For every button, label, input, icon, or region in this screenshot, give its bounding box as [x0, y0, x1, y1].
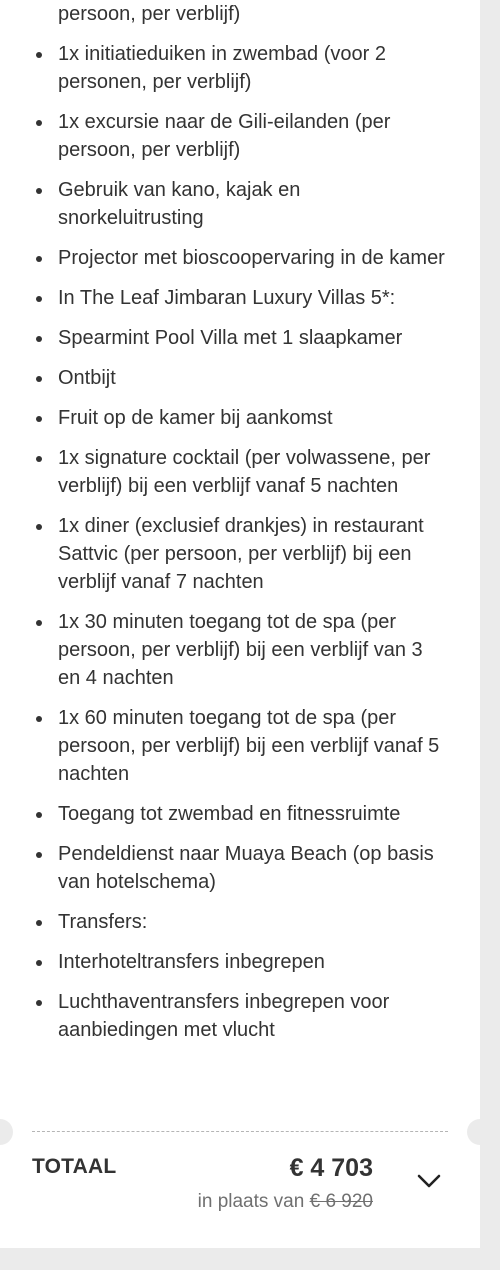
list-item [32, 948, 448, 976]
ticket-notch-right [467, 1119, 493, 1145]
list-item-text: persoon, per verblijf) [58, 3, 241, 25]
bullet-icon [36, 852, 42, 858]
list-item [32, 108, 448, 164]
list-item-text: Luchthaventransfers inbegrepen voor aanbiedingen met vlucht [58, 991, 390, 1041]
list-item [32, 512, 448, 596]
bullet-icon [36, 416, 42, 422]
bullet-icon [36, 336, 42, 342]
list-item-text: 1x diner (exclusief drankjes) in restaurant Sattvic (per persoon, per verblijf) bij een verblijf vanaf 7 nachten [58, 515, 424, 593]
list-item [32, 444, 448, 500]
bullet-icon [36, 52, 42, 58]
total-price: € 4 703 [289, 1154, 373, 1182]
bullet-icon [36, 376, 42, 382]
list-item-text: 1x 60 minuten toegang tot de spa (per persoon, per verblijf) bij een verblijf vanaf 5 nachten [58, 707, 440, 785]
list-item [32, 404, 448, 432]
list-item [32, 800, 448, 828]
bullet-icon [36, 120, 42, 126]
bullet-icon [36, 920, 42, 926]
original-price-line [198, 1191, 373, 1213]
list-item-text: Ontbijt [58, 367, 116, 389]
list-item-text: Spearmint Pool Villa met 1 slaapkamer [58, 327, 403, 349]
bullet-icon [36, 620, 42, 626]
list-item [32, 988, 448, 1044]
bullet-icon [36, 296, 42, 302]
bullet-icon [36, 960, 42, 966]
original-price: € 6 920 [309, 1191, 373, 1212]
list-item [32, 704, 448, 788]
list-item [32, 244, 448, 272]
list-item-text: 1x signature cocktail (per volwassene, per verblijf) bij een verblijf vanaf 5 nachten [58, 447, 431, 497]
list-item-text: Interhoteltransfers inbegrepen [58, 951, 325, 973]
bullet-icon [36, 524, 42, 530]
list-item-text: 1x initiatieduiken in zwembad (voor 2 personen, per verblijf) [58, 43, 386, 93]
bullet-icon [36, 812, 42, 818]
list-item-text: Transfers: [58, 911, 148, 933]
list-item [32, 40, 448, 96]
chevron-down-icon [413, 1168, 445, 1194]
list-item [32, 908, 448, 936]
list-item-text: In The Leaf Jimbaran Luxury Villas 5*: [58, 287, 396, 309]
list-item [32, 0, 448, 28]
bullet-icon [36, 456, 42, 462]
expand-price-details-button[interactable] [413, 1168, 445, 1194]
list-item-text: Toegang tot zwembad en fitnessruimte [58, 803, 401, 825]
list-item-text: 1x 30 minuten toegang tot de spa (per persoon, per verblijf) bij een verblijf van 3 en 4 nachten [58, 611, 423, 689]
bullet-icon [36, 256, 42, 262]
list-item-text: Gebruik van kano, kajak en snorkeluitrusting [58, 179, 301, 229]
list-item [32, 284, 448, 312]
total-label: TOTAAL [32, 1155, 117, 1178]
list-item-text: Pendeldienst naar Muaya Beach (op basis van hotelschema) [58, 843, 434, 893]
total-divider [32, 1131, 448, 1132]
list-item [32, 324, 448, 352]
bullet-icon [36, 716, 42, 722]
list-item-text: 1x excursie naar de Gili-eilanden (per persoon, per verblijf) [58, 111, 391, 161]
list-item-text: Projector met bioscoopervaring in de kamer [58, 247, 445, 269]
bullet-icon [36, 188, 42, 194]
list-item [32, 840, 448, 896]
bullet-icon [36, 1000, 42, 1006]
instead-of-label: in plaats van [197, 1191, 305, 1212]
list-item [32, 364, 448, 392]
list-item [32, 176, 448, 232]
list-item [32, 608, 448, 692]
list-item-text: Fruit op de kamer bij aankomst [58, 407, 333, 429]
